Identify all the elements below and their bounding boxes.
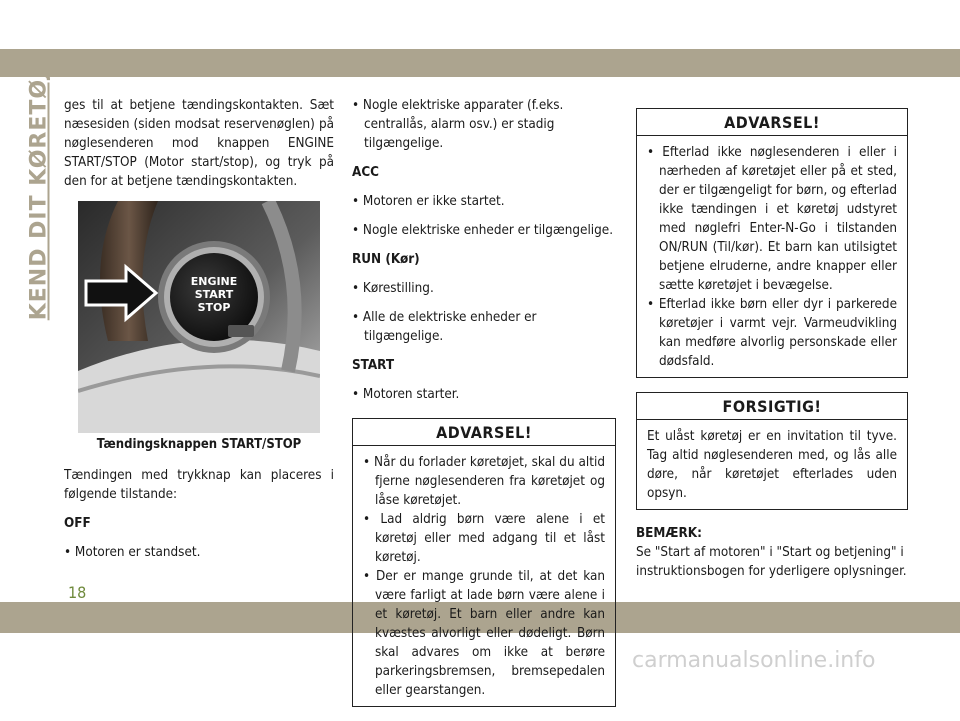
warning-title: ADVARSEL! [353, 419, 615, 446]
warning-box-2 [636, 108, 908, 378]
engine-start-stop-figure [78, 201, 320, 433]
warning-bullet: • Lad aldrig børn være alene i et køretøj eller med adgang til et låst køretøj. [363, 512, 605, 565]
section-side-title [24, 69, 54, 321]
column-2 [352, 96, 616, 721]
caution-text: Et ulåst køretøj er en invitation til tyve. Tag altid nøglesenderen med, og lås alle døre, når køretøjet efterlades uden opsyn. [647, 429, 897, 501]
caution-body [637, 420, 907, 509]
off-bullet: • Motoren er standset. [64, 545, 201, 560]
button-text-start: START [194, 288, 234, 301]
modes-intro: Tændingen med trykknap kan placeres i følgende tilstande: [64, 468, 334, 502]
acc-bullet: • Nogle elektriske enheder er tilgængelige. [352, 223, 614, 238]
warning-box-1 [352, 418, 616, 707]
section-title-text: KEND DIT KØRETØJ [26, 69, 52, 321]
watermark-text: carmanualsonline.info [632, 648, 876, 673]
off-bullet-2: • Nogle elektriske apparater (f.eks. centrallås, alarm osv.) er stadig tilgængelige. [352, 98, 564, 151]
page-number: 18 [68, 583, 87, 602]
acc-bullet: • Motoren er ikke startet. [352, 194, 505, 209]
caution-box [636, 392, 908, 510]
note-heading: BEMÆRK: [636, 526, 702, 541]
warning-body [637, 136, 907, 377]
note-text: Se "Start af motoren" i "Start og betjening" i instruktionsbogen for yderligere oplysninger. [636, 545, 907, 579]
warning-body [353, 446, 615, 706]
button-text-stop: STOP [197, 301, 231, 314]
steering-wheel-image [78, 201, 320, 433]
intro-paragraph: ges til at betjene tændingskontakten. Sæt næsesiden (siden modsat reservenøglen) på nøglesenderen mod knappen ENGINE START/STOP (Motor start/stop), og tryk på den for at betjene tændingskontakten. [64, 98, 334, 189]
run-bullet: • Alle de elektriske enheder er tilgængelige. [352, 310, 537, 344]
warning-bullet: • Efterlad ikke nøglesenderen i eller i nærheden af køretøjet eller på et sted, der er tilgængeligt for børn, og efterlad ikke tændingen i et køretøj udstyret med nøglefri Enter-N-Go i tilstanden ON/RUN (Til/kør). Et barn kan utilsigtet betjene elruderne, andre knapper eller sætte køretøjet i bevægelse. [647, 145, 897, 293]
warning-bullet: • Der er mange grunde til, at det kan være farligt at lade børn være alene i et køretøj. Et barn eller andre kan kvæstes alvorligt eller dødeligt. Børn skal advares om ikke at berøre parkeringsbremsen, bremsepedalen eller gearstangen. [363, 569, 605, 698]
start-heading: START [352, 358, 395, 373]
run-heading: RUN (Kør) [352, 252, 420, 267]
warning-bullet: • Når du forlader køretøjet, skal du altid fjerne nøglesenderen fra køretøjet og låse køretøjet. [363, 455, 605, 508]
warning-bullet: • Efterlad ikke børn eller dyr i parkerede køretøjer i varmt vejr. Varmeudvikling kan medføre alvorlig personskade eller dødsfald. [647, 297, 897, 369]
warning-title: ADVARSEL! [637, 109, 907, 136]
caution-title: FORSIGTIG! [637, 393, 907, 420]
figure-caption: Tændingsknappen START/STOP [96, 437, 302, 452]
column-1 [64, 96, 334, 572]
start-bullet: • Motoren starter. [352, 387, 460, 402]
off-heading: OFF [64, 516, 91, 531]
column-3 [636, 108, 908, 591]
acc-heading: ACC [352, 165, 380, 180]
header-band [0, 49, 960, 77]
button-text-engine: ENGINE [190, 275, 238, 288]
run-bullet: • Kørestilling. [352, 281, 434, 296]
